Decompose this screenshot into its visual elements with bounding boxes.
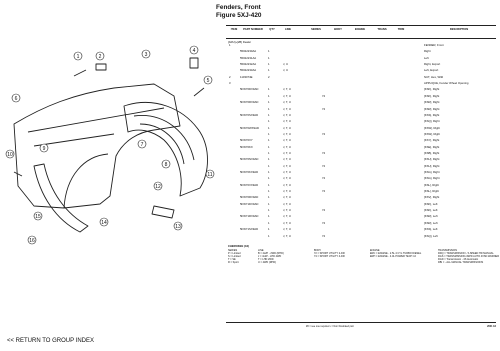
svg-text:14: 14	[101, 220, 107, 226]
cell-line: J, T, U	[283, 87, 291, 92]
page-footer	[226, 322, 496, 328]
cell-desc: APPLIQUE, Fender Wheel Opening	[424, 81, 469, 86]
cell-line: J, T, U	[283, 195, 291, 200]
section-label: [ARU]+[2B] Dealer	[228, 40, 252, 44]
cell-line: J, T, U	[283, 93, 291, 98]
callout-9	[40, 144, 48, 152]
cell-qty: 1	[268, 208, 270, 213]
col-series: SERIES	[311, 28, 321, 31]
cell-desc: [KSR], Left	[424, 214, 438, 219]
callout-6	[12, 94, 20, 102]
footer-legend: ## = see one required • = Non Illustrated part	[306, 325, 354, 328]
cell-item: 2	[229, 74, 231, 79]
cell-series: 74	[322, 106, 326, 111]
cell-desc: [KSY], Right	[424, 138, 440, 143]
cell-qty: 1	[268, 62, 270, 67]
cell-desc: [KSG], Right	[424, 170, 440, 174]
cell-part: 5FW70RX9AD	[240, 100, 259, 105]
cell-series: 74	[322, 93, 326, 98]
callout-12	[154, 182, 162, 190]
cell-desc: Left, Export	[424, 68, 439, 73]
svg-text:8: 8	[164, 162, 168, 168]
cell-qty: 1	[268, 106, 270, 111]
cell-part: 5FW70XX9AD	[240, 182, 259, 187]
cell-part: 55022231AA	[240, 55, 257, 60]
cell-qty: 1	[268, 195, 270, 200]
cell-qty: 1	[268, 87, 270, 92]
cell-qty: 2	[268, 74, 270, 79]
cell-desc: [KSG], Right	[424, 176, 440, 181]
cell-part: 5FW70DX9AD	[240, 87, 259, 92]
svg-text:7: 7	[140, 142, 144, 148]
return-to-group-index-link[interactable]: << RETURN TO GROUP INDEX	[7, 338, 95, 344]
callout-10	[6, 150, 14, 158]
cell-line: J, T, U	[283, 214, 291, 219]
cell-part: 55022233AA	[240, 68, 257, 73]
callout-2	[96, 52, 104, 60]
cell-series: 74	[322, 233, 326, 238]
cell-desc: [KSE], Right	[424, 144, 440, 149]
cell-line: J, T, U	[283, 163, 291, 168]
cell-desc: [KSS], Right	[424, 112, 440, 117]
cell-qty: 1	[268, 49, 270, 54]
cell-part: 5FW70KX9AD	[240, 170, 259, 174]
cell-desc: [KSR], Left	[424, 220, 438, 225]
fender-exploded-illustration	[4, 36, 222, 248]
cell-line: J, T, U	[283, 131, 291, 136]
cell-line: J, T, U	[283, 227, 291, 232]
cell-series: 74	[322, 220, 326, 225]
cell-line: J, T, U	[283, 138, 291, 143]
cell-qty: 1	[268, 138, 270, 143]
col-qty: QTY	[269, 28, 275, 31]
cell-desc: [KSW], Right	[424, 131, 441, 136]
cell-desc: Right, Export	[424, 62, 441, 67]
col-body: BODY	[334, 28, 342, 31]
cell-line: J, T, U	[283, 182, 291, 187]
svg-text:4: 4	[192, 48, 196, 54]
svg-text:3: 3	[144, 52, 148, 58]
cell-desc: NUT, Hex, Wlfd	[424, 74, 444, 79]
callout-15	[34, 212, 42, 220]
title-line-2: Figure 5XJ-420	[216, 12, 262, 19]
cell-qty: 1	[268, 214, 270, 219]
cell-series: 74	[322, 131, 326, 136]
cell-desc: [KSU], Right	[424, 157, 440, 162]
col-line: LINE	[284, 28, 292, 31]
cell-line: J, T, U	[283, 144, 291, 149]
cell-qty: 1	[268, 163, 270, 168]
col-item: ITEM	[230, 28, 238, 31]
cell-part: 5FW70KX	[240, 144, 253, 149]
cell-qty: 1	[268, 189, 270, 194]
cell-part: 5FW71RX9AD	[240, 214, 259, 219]
callout-7	[138, 140, 146, 148]
cell-line: J, T, U	[283, 233, 291, 238]
col-engine: ENGINE	[354, 28, 366, 31]
cell-part: 5FW71SX9AD	[240, 227, 259, 232]
cell-series: 74	[322, 189, 326, 194]
cell-qty: 1	[268, 201, 270, 206]
cell-qty: 1	[268, 68, 270, 73]
callout-14	[100, 218, 108, 226]
code-legend-heading: CHEROKEE (XJ)	[228, 245, 250, 248]
cell-line: J, T, U	[283, 106, 291, 111]
callout-4	[190, 46, 198, 54]
code-legend	[228, 245, 500, 264]
cell-line: J, U	[283, 68, 288, 73]
cell-part: 55022230AA	[240, 49, 257, 54]
cell-part: 5FW70WX9AD	[240, 125, 259, 130]
title-line-1: Fenders, Front	[216, 4, 261, 11]
cell-part: 5FW70NX9AD	[240, 157, 259, 162]
svg-text:16: 16	[29, 238, 35, 244]
code-col-series: SERIES P = Limited S = Limited T = SE R = Sport	[228, 249, 241, 264]
splash-shield	[124, 102, 208, 196]
cell-line: J, T, U	[283, 100, 291, 105]
svg-text:5: 5	[206, 78, 210, 84]
cell-series: 74	[322, 150, 326, 155]
cell-line: J, T, U	[283, 157, 291, 162]
cell-line: J, T, U	[283, 189, 291, 194]
cell-qty: 1	[268, 170, 270, 174]
cell-series: 74	[322, 208, 326, 213]
cell-part: 5FW70XY	[240, 138, 253, 143]
cell-qty: 1	[268, 227, 270, 232]
callout-16	[28, 236, 36, 244]
callout-3	[142, 50, 150, 58]
cell-item: 3	[229, 81, 231, 86]
cell-line: J, T, U	[283, 150, 291, 155]
cell-line: J, T, U	[283, 119, 291, 124]
cell-part: 5FW70RV9AD	[240, 195, 259, 200]
cell-qty: 1	[268, 182, 270, 187]
cell-qty: 1	[268, 157, 270, 162]
cell-desc: Left	[424, 55, 429, 60]
cell-qty: 1	[268, 176, 270, 181]
cell-qty: 1	[268, 112, 270, 117]
svg-text:13: 13	[175, 224, 181, 230]
col-trans: TRANS	[377, 28, 387, 31]
svg-text:1: 1	[76, 54, 80, 60]
cell-qty: 1	[268, 150, 270, 155]
page-title	[216, 4, 261, 20]
cell-part: 55022232AA	[240, 62, 257, 67]
svg-text:12: 12	[155, 184, 161, 190]
svg-text:15: 15	[35, 214, 41, 220]
cell-desc: [KSK], Right	[424, 93, 440, 98]
code-col-line: LINE B = 4x2P - 2WD (RHD) J = 4x2P - LHD 4WD T = LHD 2WD U = 4WD (RHD)	[258, 249, 284, 264]
cell-qty: 1	[268, 93, 270, 98]
cell-desc: [KSU], Right	[424, 163, 440, 168]
cell-desc: [KSK], Right	[424, 87, 440, 92]
cell-qty: 1	[268, 220, 270, 225]
cell-qty: 1	[268, 144, 270, 149]
cell-line: J, T, U	[283, 176, 291, 181]
code-col-body: BODY 72 = SPORT UTILITY 2-DR 74 = SPORT UTILITY 4-DR	[314, 249, 345, 258]
cell-series: 74	[322, 163, 326, 168]
code-col-engine: ENGINE ERC = ENGINE - 2.5L 4 CYL TURBO DIESEL ERH = ENGINE - 4.0L POWER TECH I-6	[370, 249, 422, 258]
cell-desc: [KSB], Right	[424, 150, 440, 155]
cell-line: J, T, U	[283, 170, 291, 174]
callout-11	[206, 170, 214, 178]
callout-1	[74, 52, 82, 60]
cell-qty: 1	[268, 131, 270, 136]
wheel-flare-applique	[34, 164, 88, 232]
cell-desc: [KSQ], Left	[424, 233, 438, 238]
cell-line: J, T, U	[283, 201, 291, 206]
cell-desc: [KSR], Right	[424, 100, 440, 105]
cell-qty: 1	[268, 125, 270, 130]
cell-desc: [KSL], Right	[424, 182, 439, 187]
table-header	[226, 25, 496, 39]
cell-line: J, U	[283, 62, 288, 67]
callout-8	[162, 160, 170, 168]
col-trim: TRIM	[397, 28, 405, 31]
cell-part: 5FW70SX9AD	[240, 112, 259, 117]
cell-qty: 1	[268, 55, 270, 60]
cell-desc: [KSQ], Right	[424, 119, 440, 124]
table-row	[228, 235, 496, 241]
cell-desc: [KSK], Left	[424, 208, 438, 213]
cell-qty: 1	[268, 100, 270, 105]
footer-model-year: 2001 XJ	[487, 325, 496, 328]
svg-text:2: 2	[98, 54, 102, 60]
svg-text:11: 11	[207, 172, 213, 178]
cell-desc: [KSR], Right	[424, 106, 440, 111]
cell-desc: [KSK], Left	[424, 201, 438, 206]
cell-desc: FENDER, Front	[424, 43, 444, 47]
cell-part: 1103074E	[240, 74, 253, 79]
svg-text:9: 9	[42, 146, 46, 152]
cell-part: 5FW71DX9AD	[240, 201, 259, 206]
cell-desc: Right	[424, 49, 431, 54]
cell-desc: [KSL], Right	[424, 189, 439, 194]
svg-text:6: 6	[14, 96, 18, 102]
callout-13	[174, 222, 182, 230]
svg-text:10: 10	[7, 152, 13, 158]
cell-line: J, T, U	[283, 208, 291, 213]
cell-line: J, T, U	[283, 220, 291, 225]
col-part-number: PART NUMBER	[243, 28, 263, 31]
cell-series: 74	[322, 176, 326, 181]
cell-desc: [KSW], Right	[424, 125, 441, 130]
cell-line: J, T, U	[283, 112, 291, 117]
callout-5	[204, 76, 212, 84]
col-description: DESCRIPTION	[449, 28, 469, 31]
cell-desc: [KSV], Right	[424, 195, 440, 200]
cell-qty: 1	[268, 119, 270, 124]
cell-desc: [KSS], Left	[424, 227, 438, 232]
cell-qty: 1	[268, 233, 270, 238]
code-col-transmission: TRANSMISSION DDQ = TRANSMISSION - 5-SPEED HD MANUAL DGS = TRANSMISSION-4SPD AUTO 4XSN WARNER DGD = Transmission - 4S Automatic DBI = - ALL MANUAL TRANSMISSIONS	[438, 249, 500, 264]
cell-line: J, T, U	[283, 125, 291, 130]
cell-item: 1	[229, 43, 231, 47]
